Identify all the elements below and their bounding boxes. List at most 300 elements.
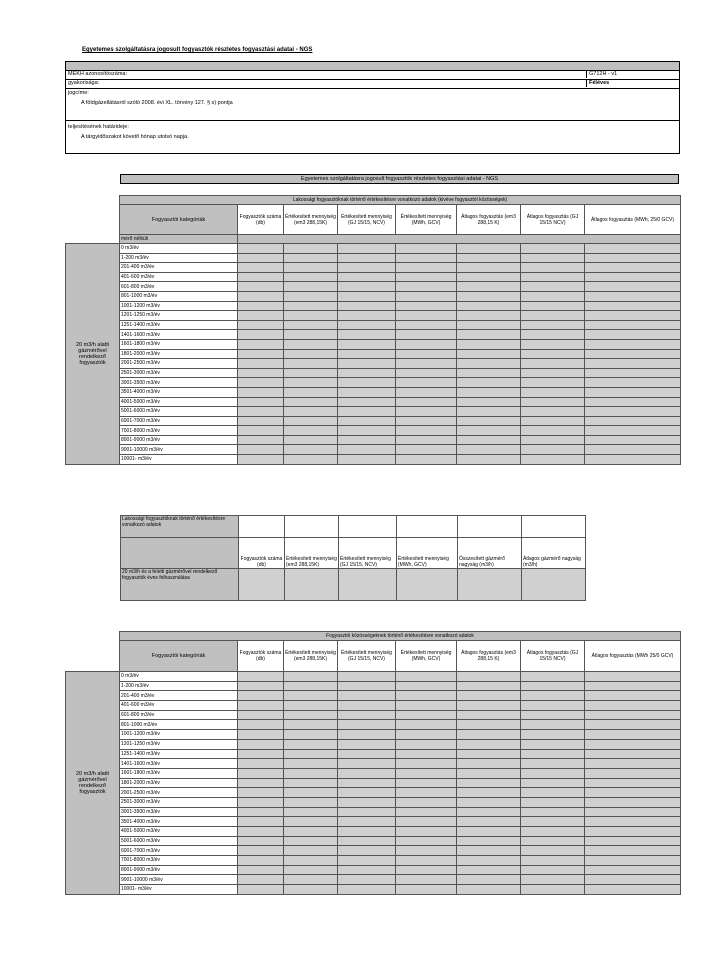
data-cell xyxy=(338,387,396,397)
table2-corner xyxy=(121,538,239,569)
data-cell xyxy=(338,253,396,263)
data-cell xyxy=(396,301,457,311)
data-cell xyxy=(585,865,681,875)
data-cell xyxy=(284,817,338,827)
data-cell xyxy=(396,339,457,349)
row-label: 0 m3/év xyxy=(120,244,238,254)
data-cell xyxy=(521,778,585,788)
data-cell xyxy=(284,846,338,856)
data-cell xyxy=(457,263,521,273)
data-cell xyxy=(585,368,681,378)
data-cell xyxy=(338,730,396,740)
data-cell xyxy=(284,435,338,445)
data-cell xyxy=(396,416,457,426)
data-cell xyxy=(238,865,284,875)
data-cell xyxy=(457,759,521,769)
data-cell xyxy=(284,416,338,426)
table3-header: Átlagos fogyasztás (MWh 25/0 GCV) xyxy=(585,641,681,672)
row-label: 1-200 m3/év xyxy=(120,681,238,691)
data-cell xyxy=(238,720,284,730)
data-cell xyxy=(238,778,284,788)
data-cell xyxy=(284,788,338,798)
row-label: 201-400 m3/év xyxy=(120,263,238,273)
data-cell xyxy=(457,397,521,407)
row-label: 3501-4000 m3/év xyxy=(120,387,238,397)
data-cell xyxy=(396,320,457,330)
data-cell xyxy=(238,445,284,455)
data-cell xyxy=(284,339,338,349)
table-row xyxy=(66,856,681,866)
table-row xyxy=(66,445,681,455)
data-cell xyxy=(284,330,338,340)
data-cell xyxy=(396,378,457,388)
data-cell xyxy=(396,397,457,407)
data-cell xyxy=(284,253,338,263)
data-cell xyxy=(585,272,681,282)
data-cell xyxy=(284,426,338,436)
table-row xyxy=(66,272,681,282)
side-category-label: 20 m3/h alatti gázmérővel rendelkező fogyasztók xyxy=(66,672,120,895)
data-cell xyxy=(396,865,457,875)
row-label: 6001-7000 m3/év xyxy=(120,846,238,856)
data-cell xyxy=(284,349,338,359)
data-cell xyxy=(238,710,284,720)
data-cell xyxy=(238,368,284,378)
data-cell xyxy=(521,263,585,273)
data-cell xyxy=(585,407,681,417)
data-cell xyxy=(338,739,396,749)
data-cell xyxy=(238,359,284,369)
data-cell xyxy=(238,291,284,301)
data-cell xyxy=(521,797,585,807)
data-cell xyxy=(238,282,284,292)
table-row xyxy=(66,817,681,827)
table-row xyxy=(66,720,681,730)
data-cell xyxy=(396,681,457,691)
info-divider xyxy=(66,79,679,80)
data-cell xyxy=(284,691,338,701)
table2-header: Értékesített mennyiség (em3 288,15K) xyxy=(285,538,339,569)
data-cell xyxy=(338,885,396,895)
table-row xyxy=(66,263,681,273)
data-cell xyxy=(521,282,585,292)
data-cell xyxy=(238,885,284,895)
table-row xyxy=(66,730,681,740)
info-divider xyxy=(66,120,679,121)
data-cell xyxy=(521,749,585,759)
row-label: 7001-8000 m3/év xyxy=(120,426,238,436)
data-cell xyxy=(338,797,396,807)
table-row xyxy=(66,330,681,340)
table-row xyxy=(66,311,681,321)
table-row xyxy=(66,768,681,778)
row-label: 1401-1600 m3/év xyxy=(120,759,238,769)
hatarido-value: A tárgyidőszakot követő hónap utolsó napja. xyxy=(81,134,189,140)
data-cell xyxy=(238,272,284,282)
data-cell xyxy=(521,387,585,397)
data-cell xyxy=(521,875,585,885)
row-label: 1201-1250 m3/év xyxy=(120,739,238,749)
data-cell xyxy=(457,730,521,740)
data-cell xyxy=(284,291,338,301)
data-cell xyxy=(238,339,284,349)
data-cell xyxy=(238,856,284,866)
row-label: 1251-1400 m3/év xyxy=(120,749,238,759)
data-cell xyxy=(284,263,338,273)
table-fogyasztoi-kozossegek xyxy=(65,631,681,895)
data-cell xyxy=(521,311,585,321)
data-cell xyxy=(457,749,521,759)
data-cell xyxy=(457,282,521,292)
data-cell xyxy=(585,681,681,691)
table-row xyxy=(66,749,681,759)
gyakorisag-value: Féléves xyxy=(589,80,610,86)
row-label: 801-1000 m3/év xyxy=(120,720,238,730)
data-cell xyxy=(396,359,457,369)
data-cell xyxy=(521,691,585,701)
data-cell xyxy=(284,445,338,455)
table2-cell xyxy=(397,569,458,601)
table-row xyxy=(66,691,681,701)
data-cell xyxy=(396,788,457,798)
data-cell xyxy=(396,691,457,701)
data-cell xyxy=(338,378,396,388)
data-cell xyxy=(585,817,681,827)
data-cell xyxy=(457,846,521,856)
data-cell xyxy=(396,730,457,740)
data-cell xyxy=(396,710,457,720)
table-row xyxy=(66,759,681,769)
row-label: 2501-3000 m3/év xyxy=(120,797,238,807)
data-cell xyxy=(238,807,284,817)
table-row xyxy=(66,387,681,397)
data-cell xyxy=(338,778,396,788)
table2-cell xyxy=(285,516,339,538)
data-cell xyxy=(396,759,457,769)
data-cell xyxy=(585,885,681,895)
data-cell xyxy=(585,672,681,682)
data-cell xyxy=(396,455,457,465)
data-cell xyxy=(338,749,396,759)
table-row xyxy=(66,359,681,369)
table2-cell xyxy=(285,569,339,601)
data-cell xyxy=(238,788,284,798)
data-cell xyxy=(238,836,284,846)
data-cell xyxy=(457,672,521,682)
data-cell xyxy=(396,672,457,682)
data-cell xyxy=(457,720,521,730)
table2-cell xyxy=(458,569,522,601)
data-cell xyxy=(338,339,396,349)
table1-header: Fogyasztók száma (db) xyxy=(238,205,284,235)
data-cell xyxy=(284,778,338,788)
data-cell xyxy=(585,720,681,730)
data-cell xyxy=(284,885,338,895)
data-cell xyxy=(284,739,338,749)
data-cell xyxy=(338,445,396,455)
data-cell xyxy=(238,397,284,407)
data-cell xyxy=(521,788,585,798)
data-cell xyxy=(338,455,396,465)
data-cell xyxy=(396,330,457,340)
data-cell xyxy=(521,397,585,407)
data-cell xyxy=(521,349,585,359)
data-cell xyxy=(284,359,338,369)
data-cell xyxy=(521,807,585,817)
data-cell xyxy=(284,875,338,885)
data-cell xyxy=(284,311,338,321)
data-cell xyxy=(396,817,457,827)
data-cell xyxy=(521,846,585,856)
gyakorisag-label: gyakorisága: xyxy=(68,80,100,86)
data-cell xyxy=(238,349,284,359)
data-cell xyxy=(521,759,585,769)
row-label: 601-800 m3/év xyxy=(120,282,238,292)
data-cell xyxy=(338,817,396,827)
data-cell xyxy=(338,291,396,301)
row-label: 5001-6000 m3/év xyxy=(120,407,238,417)
data-cell xyxy=(585,253,681,263)
data-cell xyxy=(585,435,681,445)
data-cell xyxy=(284,672,338,682)
table1-header: Értékesített mennyiség (MWh, GCV) xyxy=(396,205,457,235)
data-cell xyxy=(338,349,396,359)
data-cell xyxy=(585,359,681,369)
data-cell xyxy=(521,710,585,720)
table2-cell xyxy=(522,516,586,538)
data-cell xyxy=(238,681,284,691)
table3-header: Fogyasztói kategóriák xyxy=(120,641,238,672)
data-cell xyxy=(521,827,585,837)
data-cell xyxy=(238,827,284,837)
data-cell xyxy=(238,416,284,426)
row-label: 401-600 m3/év xyxy=(120,272,238,282)
table-row xyxy=(66,739,681,749)
data-cell xyxy=(457,301,521,311)
data-cell xyxy=(396,778,457,788)
data-cell xyxy=(396,701,457,711)
table1-header: Értékesített mennyiség (GJ 15/15, NCV) xyxy=(338,205,396,235)
data-cell xyxy=(521,378,585,388)
data-cell xyxy=(457,368,521,378)
data-cell xyxy=(238,253,284,263)
row-label: 601-800 m3/év xyxy=(120,710,238,720)
data-cell xyxy=(338,320,396,330)
data-cell xyxy=(238,846,284,856)
jogcim-label: jogcíme: xyxy=(68,90,89,96)
data-cell xyxy=(457,807,521,817)
table-row xyxy=(66,378,681,388)
data-cell xyxy=(238,768,284,778)
table-row xyxy=(66,836,681,846)
row-label: 0 m3/év xyxy=(120,672,238,682)
row-label: 2501-3000 m3/év xyxy=(120,368,238,378)
data-cell xyxy=(284,730,338,740)
data-cell xyxy=(585,282,681,292)
table-row xyxy=(66,244,681,254)
table-row xyxy=(66,681,681,691)
data-cell xyxy=(521,768,585,778)
data-cell xyxy=(457,788,521,798)
row-label: 8001-9000 m3/év xyxy=(120,435,238,445)
row-label: 401-600 m3/év xyxy=(120,701,238,711)
table-row xyxy=(66,301,681,311)
data-cell xyxy=(457,253,521,263)
data-cell xyxy=(585,445,681,455)
data-cell xyxy=(284,865,338,875)
data-cell xyxy=(338,244,396,254)
data-cell xyxy=(585,739,681,749)
data-cell xyxy=(521,244,585,254)
data-cell xyxy=(338,672,396,682)
data-cell xyxy=(521,681,585,691)
data-cell xyxy=(338,435,396,445)
row-label: 10001- m3/év xyxy=(120,885,238,895)
table-row xyxy=(66,885,681,895)
data-cell xyxy=(238,672,284,682)
row-label: 801-1000 m3/év xyxy=(120,291,238,301)
table-row xyxy=(66,827,681,837)
table-row xyxy=(66,865,681,875)
data-cell xyxy=(457,416,521,426)
data-cell xyxy=(585,827,681,837)
table1-title: Lakossági fogyasztóknak történő értékesítésre vonatkozó adatok (kivéve fogyasztói közösségek) xyxy=(120,196,681,205)
row-label: 3001-3500 m3/év xyxy=(120,378,238,388)
hatarido-label: teljesítésének határideje: xyxy=(68,124,129,130)
side-category-label: 20 m3/h alatti gázmérővel rendelkező fogyasztók xyxy=(66,244,120,465)
data-cell xyxy=(585,244,681,254)
table3-header: Fogyasztók száma (db) xyxy=(238,641,284,672)
data-cell xyxy=(585,320,681,330)
data-cell xyxy=(338,865,396,875)
table-row xyxy=(66,875,681,885)
data-cell xyxy=(585,875,681,885)
data-cell xyxy=(284,320,338,330)
data-cell xyxy=(396,272,457,282)
data-cell xyxy=(521,817,585,827)
data-cell xyxy=(284,836,338,846)
table3-header: Átlagos fogyasztás (em3 288,15 K) xyxy=(457,641,521,672)
table-row xyxy=(66,807,681,817)
table-row xyxy=(66,846,681,856)
data-cell xyxy=(238,875,284,885)
meter-less-band xyxy=(238,235,681,244)
data-cell xyxy=(284,397,338,407)
data-cell xyxy=(521,301,585,311)
data-cell xyxy=(284,827,338,837)
data-cell xyxy=(396,435,457,445)
data-cell xyxy=(457,387,521,397)
data-cell xyxy=(238,739,284,749)
data-cell xyxy=(396,768,457,778)
data-cell xyxy=(521,739,585,749)
data-cell xyxy=(338,701,396,711)
data-cell xyxy=(585,768,681,778)
table1-header: Átlagos fogyasztás (em3 288,15 K) xyxy=(457,205,521,235)
data-cell xyxy=(238,311,284,321)
data-cell xyxy=(457,330,521,340)
data-cell xyxy=(521,455,585,465)
table-row xyxy=(66,797,681,807)
data-cell xyxy=(396,282,457,292)
data-cell xyxy=(521,672,585,682)
data-cell xyxy=(284,856,338,866)
data-cell xyxy=(585,263,681,273)
data-cell xyxy=(457,836,521,846)
table-row xyxy=(66,701,681,711)
data-cell xyxy=(521,416,585,426)
table2-cell xyxy=(522,569,586,601)
data-cell xyxy=(521,720,585,730)
table-row xyxy=(66,455,681,465)
data-cell xyxy=(585,291,681,301)
data-cell xyxy=(521,885,585,895)
data-cell xyxy=(396,856,457,866)
data-cell xyxy=(457,865,521,875)
data-cell xyxy=(284,797,338,807)
data-cell xyxy=(585,749,681,759)
data-cell xyxy=(457,817,521,827)
data-cell xyxy=(521,368,585,378)
data-cell xyxy=(238,817,284,827)
data-cell xyxy=(585,778,681,788)
data-cell xyxy=(238,244,284,254)
data-cell xyxy=(585,455,681,465)
row-label: 201-400 m3/év xyxy=(120,691,238,701)
data-cell xyxy=(396,387,457,397)
table1-header: Átlagos fogyasztás (GJ 15/15 NCV) xyxy=(521,205,585,235)
data-cell xyxy=(396,311,457,321)
row-label: 1201-1250 m3/év xyxy=(120,311,238,321)
row-label: 2001-2500 m3/év xyxy=(120,359,238,369)
data-cell xyxy=(396,445,457,455)
table-lakossagi xyxy=(65,195,681,465)
data-cell xyxy=(457,339,521,349)
data-cell xyxy=(396,368,457,378)
data-cell xyxy=(238,759,284,769)
data-cell xyxy=(338,272,396,282)
data-cell xyxy=(521,272,585,282)
data-cell xyxy=(338,875,396,885)
data-cell xyxy=(238,797,284,807)
row-label: 1001-1200 m3/év xyxy=(120,730,238,740)
data-cell xyxy=(238,730,284,740)
data-cell xyxy=(521,856,585,866)
data-cell xyxy=(284,272,338,282)
data-cell xyxy=(457,359,521,369)
table3-header: Értékesített mennyiség (GJ 15/15, NCV) xyxy=(338,641,396,672)
data-cell xyxy=(585,339,681,349)
data-cell xyxy=(521,445,585,455)
data-cell xyxy=(338,416,396,426)
data-cell xyxy=(585,797,681,807)
data-cell xyxy=(457,272,521,282)
data-cell xyxy=(521,407,585,417)
data-cell xyxy=(338,368,396,378)
data-cell xyxy=(396,807,457,817)
data-cell xyxy=(338,768,396,778)
data-cell xyxy=(238,455,284,465)
data-cell xyxy=(238,330,284,340)
data-cell xyxy=(284,455,338,465)
table3-header: Átlagos fogyasztás (GJ 15/15 NCV) xyxy=(521,641,585,672)
data-cell xyxy=(284,710,338,720)
data-cell xyxy=(238,691,284,701)
data-cell xyxy=(585,416,681,426)
table2-header: Értékesített mennyiség (GJ 15/15, NCV) xyxy=(339,538,397,569)
data-cell xyxy=(457,378,521,388)
table-row xyxy=(66,416,681,426)
